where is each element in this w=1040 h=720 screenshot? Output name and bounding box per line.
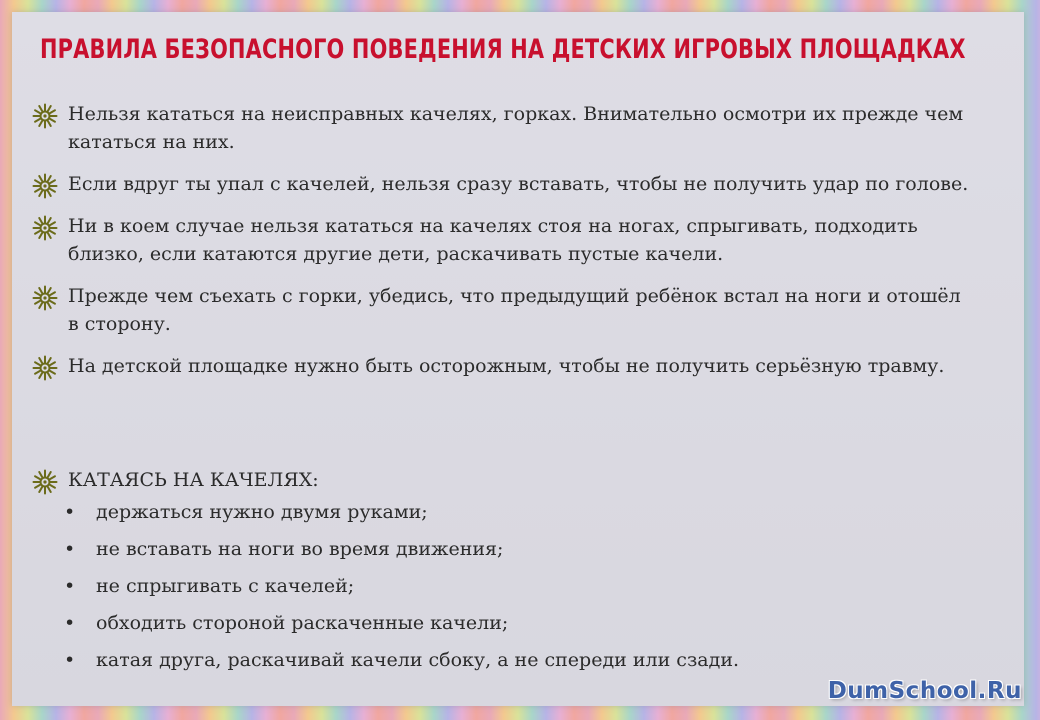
swing-heading-text: КАТАЯСЬ НА КАЧЕЛЯХ: bbox=[68, 469, 319, 491]
list-item bbox=[60, 609, 920, 646]
rule-text: Если вдруг ты упал с качелей, нельзя сразу вставать, чтобы не получить удар по голове. bbox=[68, 173, 969, 195]
swing-section-heading bbox=[32, 466, 968, 494]
list-item bbox=[60, 498, 920, 535]
bullet-dot: • bbox=[64, 538, 76, 560]
page-title: ПРАВИЛА БЕЗОПАСНОГО ПОВЕДЕНИЯ НА ДЕТСКИХ ИГРОВЫХ ПЛОЩАДКАХ bbox=[40, 34, 966, 65]
list-item-text: держаться нужно двумя руками; bbox=[96, 501, 428, 523]
list-item-text: не спрыгивать с качелей; bbox=[96, 575, 355, 597]
sun-bullet-icon bbox=[32, 355, 58, 381]
bullet-dot: • bbox=[64, 649, 76, 671]
swing-rules-list bbox=[60, 498, 920, 683]
list-item-text: обходить стороной раскаченные качели; bbox=[96, 612, 509, 634]
bullet-dot: • bbox=[64, 501, 76, 523]
bullet-dot: • bbox=[64, 575, 76, 597]
rule-text: На детской площадке нужно быть осторожным, чтобы не получить серьёзную травму. bbox=[68, 355, 945, 377]
rule-text: Нельзя кататься на неисправных качелях, горках. Внимательно осмотри их прежде чем кататься на них. bbox=[68, 103, 964, 153]
sun-bullet-icon bbox=[32, 285, 58, 311]
list-item-text: не вставать на ноги во время движения; bbox=[96, 538, 504, 560]
sun-bullet-icon bbox=[32, 173, 58, 199]
list-item bbox=[60, 572, 920, 609]
rule-text: Ни в коем случае нельзя кататься на качелях стоя на ногах, спрыгивать, подходить близко, если катаются другие дети, раскачивать пустые качели. bbox=[68, 215, 918, 265]
sun-bullet-icon bbox=[32, 103, 58, 129]
sun-bullet-icon bbox=[32, 215, 58, 241]
list-item bbox=[60, 646, 920, 683]
site-logo: DumSchool.Ru bbox=[827, 678, 1022, 704]
list-item bbox=[60, 535, 920, 572]
rule-item bbox=[32, 100, 972, 156]
rule-item bbox=[32, 170, 972, 198]
list-item-text: катая друга, раскачивай качели сбоку, а не спереди или сзади. bbox=[96, 649, 740, 671]
rule-text: Прежде чем съехать с горки, убедись, что предыдущий ребёнок встал на ноги и отошёл в сторону. bbox=[68, 285, 961, 335]
rule-item bbox=[32, 282, 972, 338]
sun-bullet-icon bbox=[32, 469, 58, 495]
rules-list bbox=[32, 100, 972, 394]
rule-item bbox=[32, 212, 972, 268]
bullet-dot: • bbox=[64, 612, 76, 634]
rule-item bbox=[32, 352, 972, 380]
